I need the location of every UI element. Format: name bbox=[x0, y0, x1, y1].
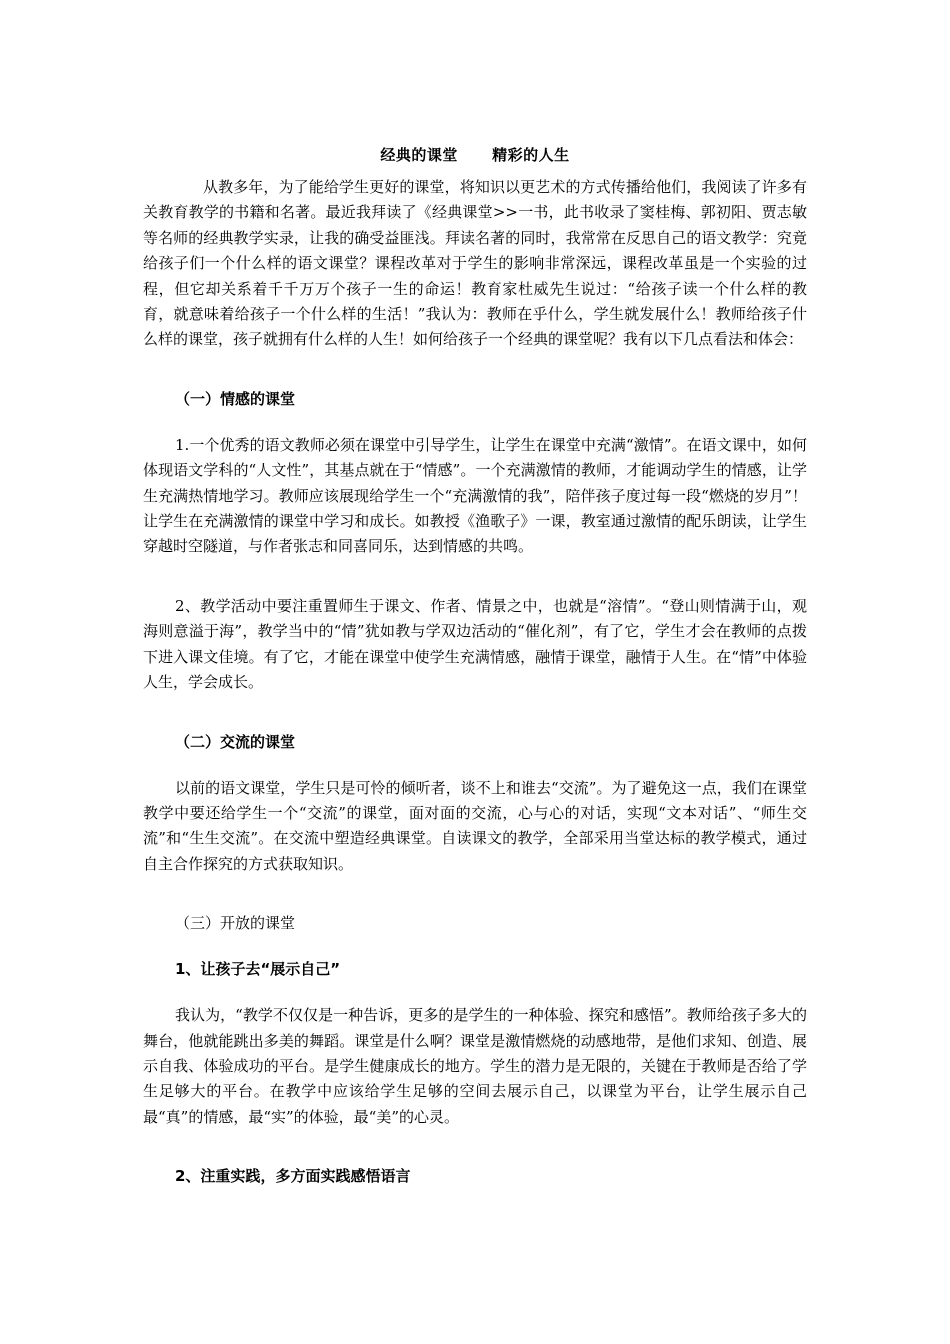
document-body bbox=[143, 143, 807, 1210]
section3-paragraph-1: 我认为，“教学不仅仅是一种告诉，更多的是学生的一种体验、探究和感悟”。教师给孩子多大的舞台，他就能跳出多美的舞蹈。课堂是什么啊？课堂是激情燃烧的动感地带，是他们求知、创造、展示自我、体验成功的平台。是学生健康成长的地方。学生的潜力是无限的，关键在于教师是否给了学生足够大的平台。在教学中应该给学生足够的空间去展示自己，以课堂为平台，让学生展示自己最“真”的情感，最“实”的体验，最“美”的心灵。 bbox=[143, 1006, 807, 1126]
document-title: 经典的课堂 精彩的人生 bbox=[380, 146, 570, 164]
section2-paragraph-1: 以前的语文课堂，学生只是可怜的倾听者，谈不上和谁去“交流”。为了避免这一点，我们在课堂教学中要还给学生一个“交流”的课堂，面对面的交流，心与心的对话，实现“文本对话”、“师生交流”和“生生交流”。在交流中塑造经典课堂。自读课文的教学，全部采用当堂达标的教学模式，通过自主合作探究的方式获取知识。 bbox=[143, 778, 807, 873]
subsection-heading-show-self: 1、让孩子去“展示自己” bbox=[175, 960, 341, 979]
section1-paragraph-1: 1.一个优秀的语文教师必须在课堂中引导学生，让学生在课堂中充满“激情”。在语文课中，如何体现语文学科的“人文性”，其基点就在于“情感”。一个充满激情的教师，才能调动学生的情感，让学生充满热情地学习。教师应该展现给学生一个“充满激情的我”，陪伴孩子度过每一段“燃烧的岁月”！让学生在充满激情的课堂中学习和成长。如教授《渔歌子》一课，教室通过激情的配乐朗读，让学生穿越时空隧道，与作者张志和同喜同乐，达到情感的共鸣。 bbox=[143, 435, 807, 556]
section1-paragraph-2: 2、教学活动中要注重置师生于课文、作者、情景之中，也就是“溶情”。“登山则情满于山，观海则意溢于海”，教学当中的“情”犹如教与学双边活动的“催化剂”，有了它，学生才会在教师的点拨下进入课文佳境。有了它，才能在课堂中使学生充满情感，融情于课堂，融情于人生。在“情”中体验人生，学会成长。 bbox=[143, 596, 807, 692]
section-heading-communication: （二）交流的课堂 bbox=[175, 732, 296, 751]
intro-paragraph: 从教多年，为了能给学生更好的课堂，将知识以更艺术的方式传播给他们，我阅读了许多有关教育教学的书籍和名著。最近我拜读了《经典课堂>>一书，此书收录了窦桂梅、郭初阳、贾志敏等名师的经典教学实录，让我的确受益匪浅。拜读名著的同时，我常常在反思自己的语文教学：究竟给孩子们一个什么样的语文课堂？课程改革对于学生的影响非常深远，课程改革虽是一个实验的过程，但它却关系着千千万万个孩子一生的命运！教育家杜威先生说过：“给孩子读一个什么样的教育，就意味着给孩子一个什么样的生活！”我认为：教师在乎什么，学生就发展什么！教师给孩子什么样的课堂，孩子就拥有什么样的人生！如何给孩子一个经典的课堂呢？我有以下几点看法和体会： bbox=[143, 178, 807, 349]
subsection-heading-practice: 2、注重实践，多方面实践感悟语言 bbox=[175, 1167, 411, 1186]
section-heading-emotion: （一）情感的课堂 bbox=[175, 389, 296, 408]
section-heading-open: （三）开放的课堂 bbox=[175, 914, 296, 933]
